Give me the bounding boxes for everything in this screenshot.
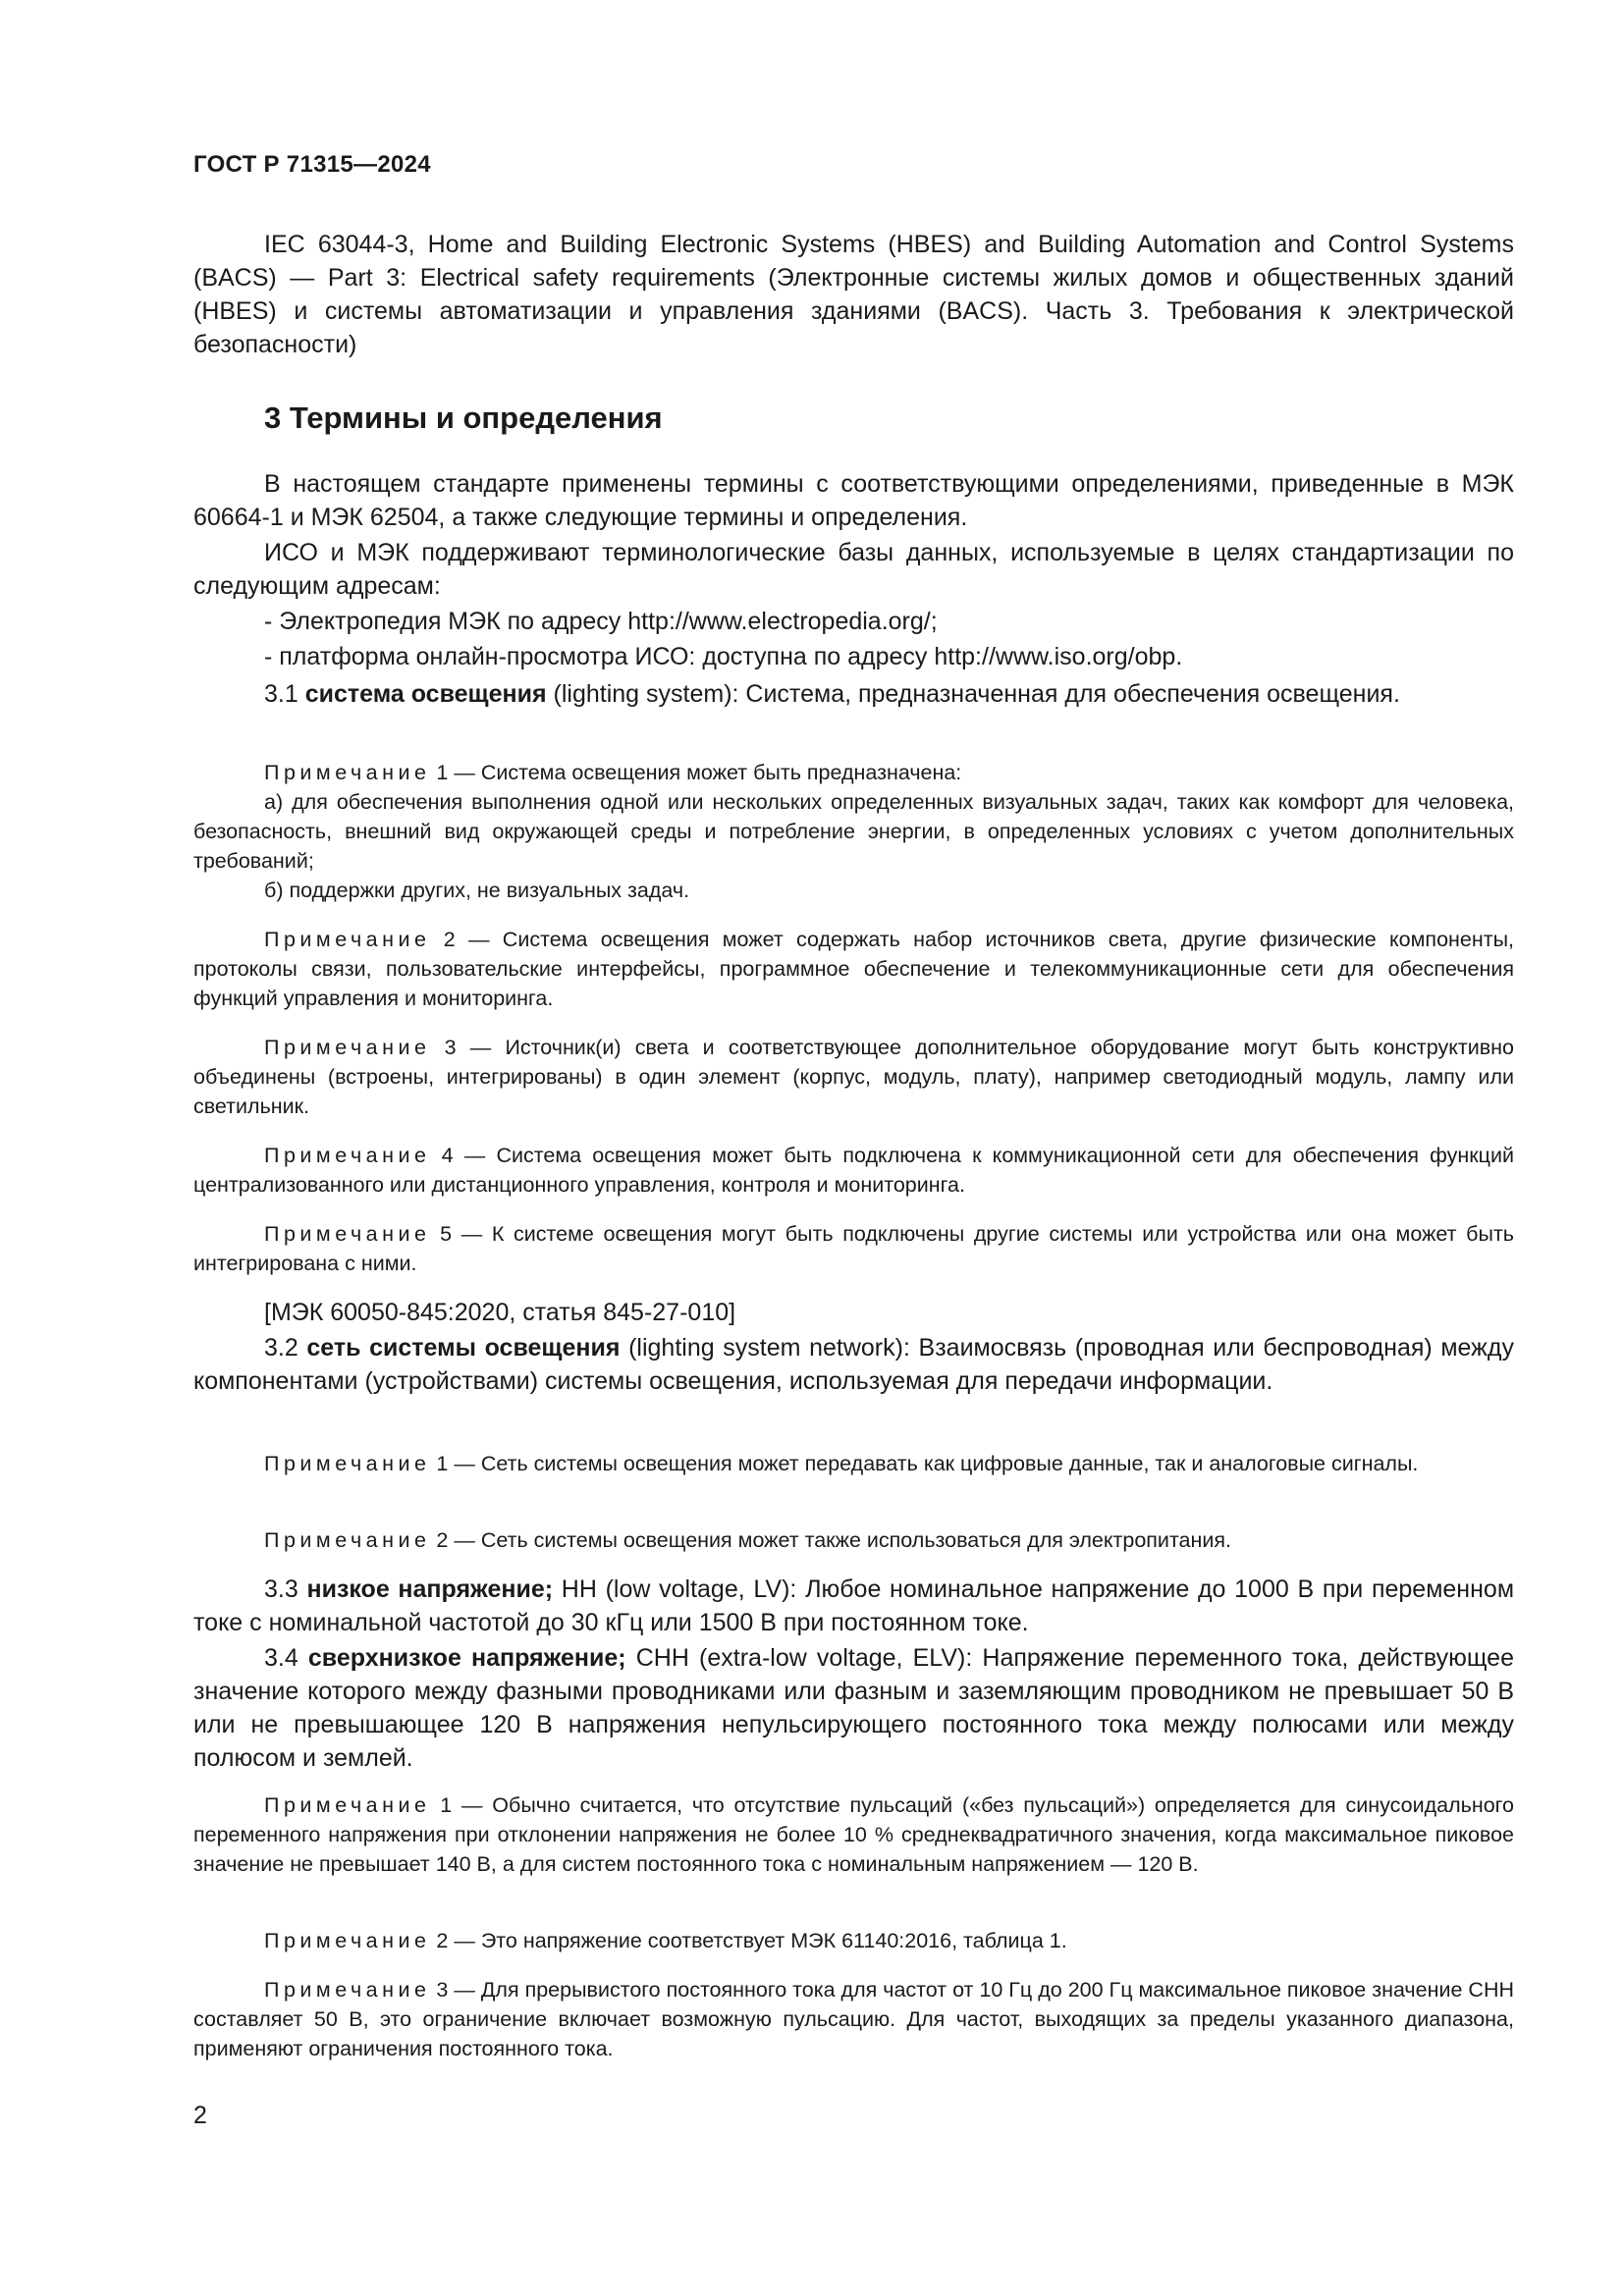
note-3-1-1-a: а) для обеспечения выполнения одной или нескольких определенных визуальных задач, таких как комфорт для человека, безопасность, внешний вид окружающей среды и потребление энергии, в определенных условиях с учетом дополнительных требований; <box>193 790 1514 873</box>
note-label: Примечание <box>264 1929 431 1952</box>
note-number: 2 <box>430 1929 449 1952</box>
note-text: — Система освещения может быть предназначена: <box>448 761 962 784</box>
note-label: Примечание <box>264 1144 431 1167</box>
document-header: ГОСТ Р 71315—2024 <box>193 151 431 178</box>
intro-reference: IEC 63044-3, Home and Building Electronic Systems (HBES) and Building Automation and Control Systems (BACS) — Part 3: Electrical safety requirements (Электронные системы жилых домов и общественных зданий (HBES) и системы автоматизации и управления зданиями (BACS). Часть 3. Требования к электрической безопасности) <box>193 231 1514 358</box>
term-definition: СНН (extra-low voltage, ELV): Напряжение переменного тока, действующее значение которого между фазными проводниками или фазным и заземляющим проводником не превышает 50 В или не превышающее 120 В напряжения непульсирующего постоянного тока между полюсами или между полюсом и землей. <box>193 1644 1514 1772</box>
note-text: — Обычно считается, что отсутствие пульсаций («без пульсаций») определяется для синусоидального переменного напряжения при отклонении напряжения не более 10 % среднеквадратичного значения, когда максимальное пиковое значение не превышает 140 В, а для систем постоянного тока с номинальным напряжением — 120 В. <box>193 1793 1514 1876</box>
note-number: 5 <box>430 1222 453 1246</box>
section-title: 3 Термины и определения <box>264 400 663 435</box>
term-number: 3.2 <box>264 1334 298 1362</box>
term-number: 3.1 <box>264 680 298 708</box>
term-3-4 <box>193 1641 1514 1775</box>
note-3-1-1-b: б) поддержки других, не визуальных задач. <box>264 879 690 902</box>
note-3-1-1 <box>193 758 1514 787</box>
term-3-1 <box>193 677 1514 711</box>
note-label: Примечание <box>264 1036 431 1059</box>
note-text: — Система освещения может быть подключена к коммуникационной сети для обеспечения функций централизованного или дистанционного управления, контроля и мониторинга. <box>193 1144 1514 1197</box>
note-text: — Для прерывистого постоянного тока для частот от 10 Гц до 200 Гц максимальное пиковое значение СНН составляет 50 В, это ограничение включает возможную пульсацию. Для частот, выходящих за пределы указанного диапазона, применяют ограничения постоянного тока. <box>193 1978 1514 2060</box>
bullet-iso-obp: - платформа онлайн-просмотра ИСО: доступна по адресу http://www.iso.org/obp. <box>264 643 1183 670</box>
note-text: — К системе освещения могут быть подключены другие системы или устройства или она может быть интегрирована с ними. <box>193 1222 1514 1275</box>
note-3-4-1 <box>193 1790 1514 1879</box>
note-label: Примечание <box>264 1528 431 1552</box>
note-label: Примечание <box>264 1793 431 1817</box>
note-label: Примечание <box>264 1978 431 2002</box>
term-name: сверхнизкое напряжение; <box>307 1644 626 1672</box>
note-3-4-3 <box>193 1975 1514 2063</box>
term-3-3 <box>193 1573 1514 1639</box>
note-number: 1 <box>430 761 449 784</box>
note-number: 3 <box>430 1978 449 2002</box>
note-3-1-3 <box>193 1033 1514 1121</box>
note-number: 4 <box>430 1144 454 1167</box>
term-definition: (lighting system): Система, предназначенная для обеспечения освещения. <box>546 680 1400 708</box>
note-number: 1 <box>430 1452 449 1475</box>
note-3-2-1 <box>193 1449 1514 1478</box>
term-number: 3.3 <box>264 1575 298 1603</box>
term-name: сеть системы освещения <box>306 1334 621 1362</box>
note-text: — Источник(и) света и соответствующее дополнительное оборудование могут быть конструктивно объединены (встроены, интегрированы) в один элемент (корпус, модуль, плату), например светодиодный модуль, лампу или светильник. <box>193 1036 1514 1118</box>
paragraph-iso-iec-databases: ИСО и МЭК поддерживают терминологические базы данных, используемые в целях стандартизации по следующим адресам: <box>193 539 1514 600</box>
note-label: Примечание <box>264 761 431 784</box>
term-number: 3.4 <box>264 1644 298 1672</box>
note-3-4-2 <box>193 1926 1514 1955</box>
paragraph-terms-intro: В настоящем стандарте применены термины с соответствующими определениями, приведенные в МЭК 60664-1 и МЭК 62504, а также следующие термины и определения. <box>193 470 1514 531</box>
term-name: система освещения <box>304 680 547 708</box>
note-3-1-5 <box>193 1219 1514 1278</box>
note-text: — Система освещения может содержать набор источников света, другие физические компоненты, протоколы связи, пользовательские интерфейсы, программное обеспечение и телекоммуникационные сети для обеспечения функций управления и мониторинга. <box>193 928 1514 1010</box>
note-number: 2 <box>430 928 456 951</box>
note-number: 1 <box>430 1793 453 1817</box>
note-label: Примечание <box>264 1452 431 1475</box>
term-definition: (lighting system network): Взаимосвязь (проводная или беспроводная) между компонентами (устройствами) системы освещения, используемая для передачи информации. <box>193 1334 1514 1395</box>
note-label: Примечание <box>264 928 431 951</box>
bullet-electropedia: - Электропедия МЭК по адресу http://www.electropedia.org/; <box>264 608 938 635</box>
note-3-1-2 <box>193 925 1514 1013</box>
note-text: — Сеть системы освещения может также использоваться для электропитания. <box>448 1528 1232 1552</box>
note-number: 3 <box>430 1036 457 1059</box>
term-3-1-source: [МЭК 60050-845:2020, статья 845-27-010] <box>264 1299 736 1326</box>
note-3-2-2 <box>193 1525 1514 1555</box>
note-label: Примечание <box>264 1222 431 1246</box>
note-number: 2 <box>430 1528 449 1552</box>
note-3-1-4 <box>193 1141 1514 1200</box>
note-text: — Это напряжение соответствует МЭК 61140:2016, таблица 1. <box>448 1929 1067 1952</box>
term-name: низкое напряжение; <box>306 1575 554 1603</box>
note-text: — Сеть системы освещения может передавать как цифровые данные, так и аналоговые сигналы. <box>448 1452 1419 1475</box>
term-3-2 <box>193 1331 1514 1398</box>
page-number: 2 <box>193 2102 207 2129</box>
term-definition: НН (low voltage, LV): Любое номинальное напряжение до 1000 В при переменном токе с номинальной частотой до 30 кГц или 1500 В при постоянном токе. <box>193 1575 1515 1636</box>
